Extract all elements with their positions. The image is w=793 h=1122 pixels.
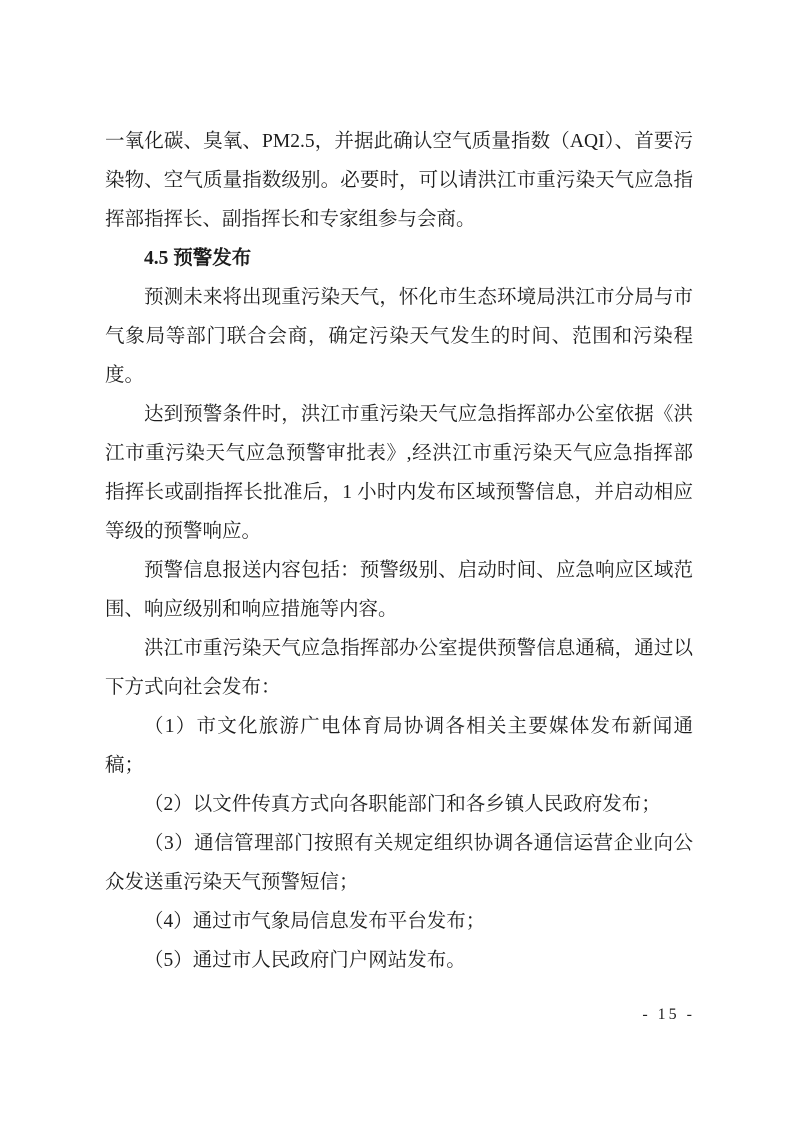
paragraph: 达到预警条件时，洪江市重污染天气应急指挥部办公室依据《洪江市重污染天气应急预警审批表》,经洪江市重污染天气应急指挥部指挥长或副指挥长批准后，1 小时内发布区域预警信息，并启动相应等级的预警响应。 — [105, 404, 693, 542]
document-body — [105, 122, 693, 980]
paragraph: 洪江市重污染天气应急指挥部办公室提供预警信息通稿，通过以下方式向社会发布： — [105, 638, 693, 698]
list-item: （3）通信管理部门按照有关规定组织协调各通信运营企业向公众发送重污染天气预警短信； — [105, 833, 693, 893]
list-item: （1）市文化旅游广电体育局协调各相关主要媒体发布新闻通稿； — [105, 716, 693, 776]
section-heading: 4.5 预警发布 — [144, 248, 252, 269]
list-item: （4）通过市气象局信息发布平台发布； — [144, 911, 486, 932]
list-item: （2）以文件传真方式向各职能部门和各乡镇人民政府发布； — [144, 794, 661, 815]
paragraph: 预测未来将出现重污染天气，怀化市生态环境局洪江市分局与市气象局等部门联合会商，确定污染天气发生的时间、范围和污染程度。 — [105, 287, 693, 386]
list-item: （5）通过市人民政府门户网站发布。 — [144, 950, 466, 971]
paragraph: 预警信息报送内容包括：预警级别、启动时间、应急响应区域范围、响应级别和响应措施等内容。 — [105, 560, 693, 620]
page-number: - 15 - — [642, 1006, 695, 1023]
paragraph: 一氧化碳、臭氧、PM2.5，并据此确认空气质量指数（AQI）、首要污染物、空气质量指数级别。必要时，可以请洪江市重污染天气应急指挥部指挥长、副指挥长和专家组参与会商。 — [105, 131, 693, 230]
